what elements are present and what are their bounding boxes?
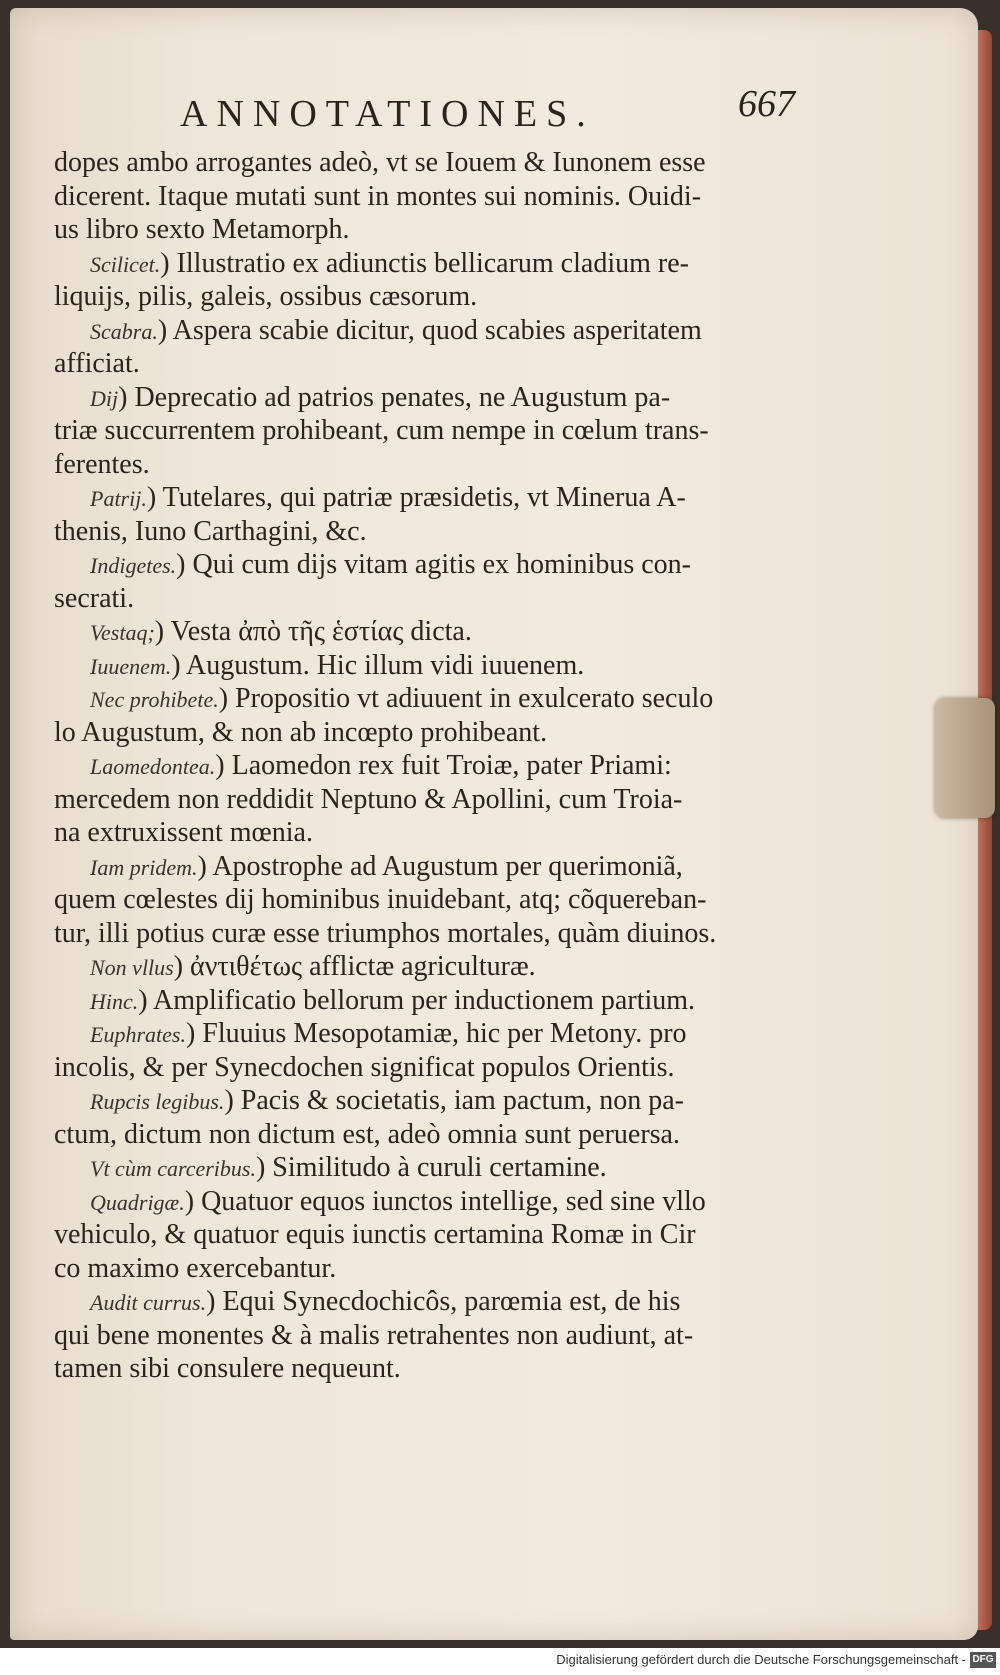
lemma-label: Audit currus. [90,1290,207,1315]
line-text: ) Apostrophe ad Augustum per querimoniã, [197,850,683,882]
text-line [54,1319,824,1353]
line-text: ) Deprecatio ad patrios penates, ne Augustum pa- [118,381,671,413]
text-line [54,783,824,817]
line-text: ctum, dictum non dictum est, adeò omnia sunt peruersa. [54,1118,680,1150]
lemma-label: Indigetes. [90,553,177,578]
text-line [54,146,824,180]
line-text: quem cœlestes dij hominibus inuidebant, atq; cõquereban- [54,884,707,915]
lemma-label: Quadrigæ. [90,1189,185,1215]
text-line [54,548,824,582]
lemma-label: Rupcis legibus. [90,1089,225,1114]
text-line [54,347,824,381]
line-text: ) Laomedon rex fuit Troiæ, pater Priami: [215,750,672,781]
text-line [54,314,824,348]
text-line [54,280,824,314]
line-text: ferentes. [54,448,150,480]
text-line [54,682,824,716]
text-line [54,883,824,917]
line-text: incolis, & per Synecdochen significat populos Orientis. [54,1051,675,1083]
line-text: afficiat. [54,348,140,379]
lemma-label: Hinc. [90,988,139,1014]
lemma-label: Non vllus [90,955,174,980]
lemma-label: Scabra. [90,318,158,344]
lemma-label: Laomedontea. [90,754,216,779]
lemma-label: Nec prohibete. [90,687,219,712]
lemma-label: Vt cùm carceribus. [90,1156,256,1181]
text-line [54,1252,824,1286]
lemma-label: Dij [90,385,119,411]
line-text: ) Illustratio ex adiunctis bellicarum cladium re- [160,247,689,279]
line-text: ) Tutelares, qui patriæ præsidetis, vt Minerua A- [146,482,686,513]
text-line [54,1051,824,1085]
lemma-label: Vestaq; [90,620,155,645]
text-line [54,247,824,281]
annotation-text [54,146,824,1386]
text-line [54,850,824,884]
text-line [54,582,824,616]
text-line [54,1151,824,1185]
line-text: ) Augustum. Hic illum vidi iuuenem. [171,649,585,681]
text-line [54,213,824,247]
lemma-label: Euphrates. [90,1022,186,1047]
line-text: triæ succurrentem prohibeant, cum nempe in cœlum trans- [54,415,709,446]
text-line [54,716,824,750]
line-text: ) Aspera scabie dicitur, quod scabies asperitatem [157,314,702,346]
text-line [54,615,824,649]
line-text: lo Augustum, & non ab incœpto prohibeant. [54,716,548,748]
line-text: ) ἀντιθέτως afflictæ agriculturæ. [173,951,536,982]
text-line [54,381,824,415]
line-text: ) Equi Synecdochicôs, parœmia est, de his [206,1286,681,1317]
text-line [54,1218,824,1252]
line-text: qui bene monentes & à malis retrahentes non audiunt, at- [54,1319,694,1351]
lemma-label: Iuuenem. [90,653,172,679]
digitization-credit: Digitalisierung gefördert durch die Deutsche Forschungsgemeinschaft - [556,1652,966,1667]
text-line [54,984,824,1018]
running-head-title: ANNOTATIONES. [180,93,595,135]
text-line [54,1017,824,1051]
line-text: us libro sexto Metamorph. [54,214,350,245]
text-line [54,1118,824,1152]
page-marker-tab [935,698,995,818]
text-line [54,515,824,549]
line-text: vehiculo, & quatuor equis iunctis certamina Romæ in Cir [54,1219,696,1250]
line-text: na extruxissent mœnia. [54,817,313,848]
text-line [54,950,824,984]
dfg-logo-icon: DFG [970,1652,996,1668]
text-line [54,649,824,683]
text-line [54,816,824,850]
line-text: ) Qui cum dijs vitam agitis ex hominibus con- [176,549,691,580]
lemma-label: Patrij. [90,486,147,511]
text-line [54,180,824,214]
lemma-label: Scilicet. [90,251,161,277]
line-text: thenis, Iuno Carthagini, &c. [54,515,367,547]
line-text: secrati. [54,582,135,614]
line-text: tamen sibi consulere nequeunt. [54,1353,401,1384]
line-text: ) Vesta ἀπὸ τῆς ἑστίας dicta. [154,616,472,647]
text-line [54,917,824,951]
text-line [54,1084,824,1118]
line-text: dicerent. Itaque mutati sunt in montes sui nominis. Ouidi- [54,180,702,212]
text-line [54,481,824,515]
page-number: 667 [738,83,795,125]
line-text: ) Quatuor equos iunctos intellige, sed sine vllo [184,1185,706,1217]
line-text: dopes ambo arrogantes adeò, vt se Iouem & Iunonem esse [54,147,706,178]
line-text: tur, illi potius curæ esse triumphos mortales, quàm diuinos. [54,917,717,949]
line-text: ) Similitudo à curuli certamine. [255,1152,607,1183]
text-line [54,1185,824,1219]
line-text: ) Propositio vt adiuuent in exulcerato seculo [218,683,714,714]
line-text: ) Fluuius Mesopotamiæ, hic per Metony. pro [185,1018,687,1049]
text-line [54,414,824,448]
text-line [54,1352,824,1386]
lemma-label: Iam pridem. [90,854,198,880]
text-line [54,749,824,783]
line-text: liquijs, pilis, galeis, ossibus cæsorum. [54,281,478,312]
line-text: mercedem non reddidit Neptuno & Apollini, cum Troia- [54,783,683,815]
line-text: co maximo exercebantur. [54,1252,337,1284]
text-line [54,448,824,482]
book-page [10,8,978,1640]
text-line [54,1285,824,1319]
line-text: ) Amplificatio bellorum per inductionem partium. [138,984,696,1016]
line-text: ) Pacis & societatis, iam pactum, non pa- [224,1085,684,1116]
